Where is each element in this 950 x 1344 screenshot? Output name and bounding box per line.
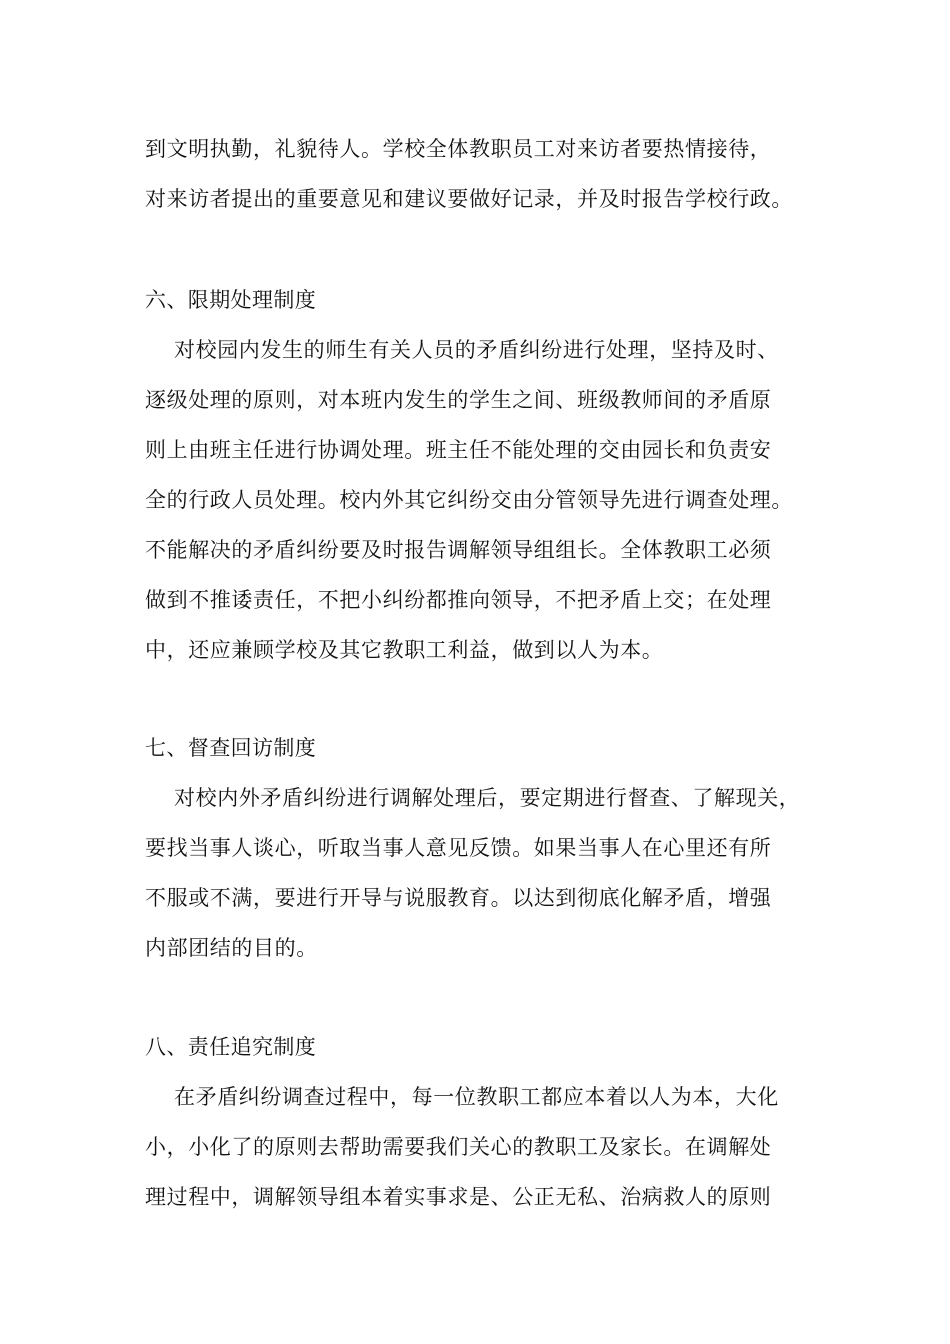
section-6-line-5: 不能解决的矛盾纠纷要及时报告调解领导组组长。全体教职工必须 <box>145 538 772 562</box>
section-6-line-7: 中，还应兼顾学校及其它教职工利益，做到以人为本。 <box>145 638 664 662</box>
section-6-line-4: 全的行政人员处理。校内外其它纠纷交由分管领导先进行调查处理。 <box>145 488 793 512</box>
section-8-line-2: 小，小化了的原则去帮助需要我们关心的教职工及家长。在调解处 <box>145 1135 772 1159</box>
section-6-line-2: 逐级处理的原则，对本班内发生的学生之间、班级教师间的矛盾原 <box>145 388 772 412</box>
intro-line-2: 对来访者提出的重要意见和建议要做好记录，并及时报告学校行政。 <box>145 187 793 211</box>
section-7-line-3: 不服或不满，要进行开导与说服教育。以达到彻底化解矛盾，增强 <box>145 886 772 910</box>
section-8-line-3: 理过程中，调解领导组本着实事求是、公正无私、治病救人的原则 <box>145 1185 772 1209</box>
section-heading-8: 八、责任追究制度 <box>145 1035 317 1059</box>
section-6-line-3: 则上由班主任进行协调处理。班主任不能处理的交由园长和负责安 <box>145 438 772 462</box>
section-heading-6: 六、限期处理制度 <box>145 288 317 312</box>
section-heading-7: 七、督查回访制度 <box>145 736 317 760</box>
section-6-line-6: 做到不推诿责任，不把小纠纷都推向领导，不把矛盾上交；在处理 <box>145 588 772 612</box>
section-6-line-1: 对校园内发生的师生有关人员的矛盾纠纷进行处理，坚持及时、 <box>174 338 779 362</box>
section-7-line-2: 要找当事人谈心，听取当事人意见反馈。如果当事人在心里还有所 <box>145 836 772 860</box>
intro-line-1: 到文明执勤，礼貌待人。学校全体教职员工对来访者要热情接待， <box>145 137 772 161</box>
section-7-line-1: 对校内外矛盾纠纷进行调解处理后，要定期进行督查、了解现关， <box>174 786 801 810</box>
section-8-line-1: 在矛盾纠纷调查过程中，每一位教职工都应本着以人为本，大化 <box>174 1085 779 1109</box>
section-7-line-4: 内部团结的目的。 <box>145 936 318 960</box>
